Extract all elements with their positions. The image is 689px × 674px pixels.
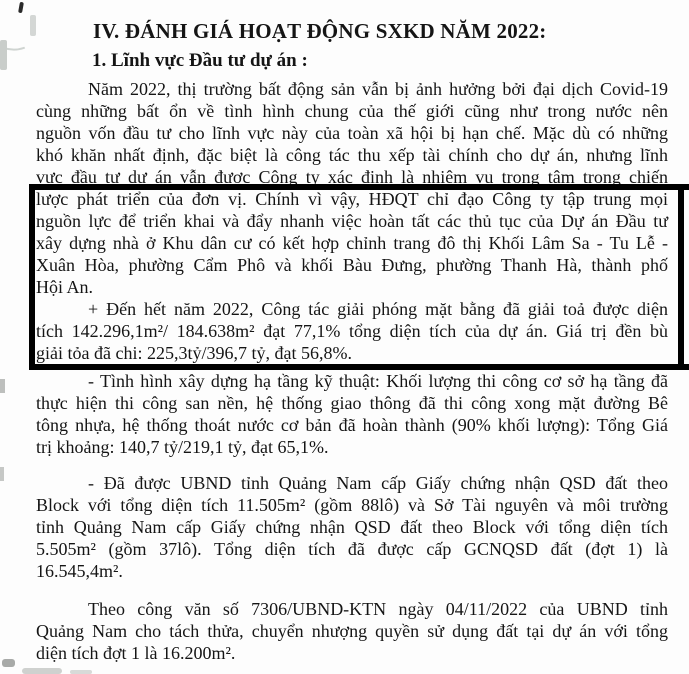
text-line: trị khoảng: 140,7 tỷ/219,1 tỷ, đạt 65,1%. xyxy=(36,437,329,457)
text-line: diện tích đợt 1 là 16.200m². xyxy=(36,643,236,663)
scan-artifact-blob xyxy=(0,379,5,393)
subsection-title: 1. Lĩnh vực Đầu tư dự án : xyxy=(92,50,308,71)
paragraph-land-use-certificates xyxy=(36,472,668,582)
body-text-column xyxy=(36,78,668,664)
text-line: nguồn lực để triển khai và đẩy nhanh việc hoàn tất các thủ tục của Dự án Đầu tư xyxy=(36,211,668,231)
text-line: giải tỏa đã chi: 225,3tỷ/396,7 tỷ, đạt 56,8%. xyxy=(36,343,352,363)
scan-artifact-smudge xyxy=(70,670,92,674)
text-line: thực hiện thi công san nền, hệ thống giao thông đã thi công xong mặt đường Bê xyxy=(36,393,668,413)
text-line: Xuân Hòa, phường Cẩm Phô và khối Bàu Đưng, phường Thanh Hà, thành phố xyxy=(36,255,668,275)
text-line: xây dựng nhà ở Khu dân cư có kết hợp chỉnh trang đô thị Khối Lâm Sa - Tu Lễ - xyxy=(36,233,668,253)
highlight-box-annotation xyxy=(29,184,684,370)
text-line: vực đầu tư dự án vẫn được Công ty xác định là nhiệm vụ trọng tâm trong chiến xyxy=(36,167,668,187)
text-line: Quảng Nam cho tách thửa, chuyển nhượng quyền sử dụng đất tại dự án với tổng xyxy=(36,621,668,641)
text-line: nguồn vốn đầu tư cho lĩnh vực này của toàn xã hội bị hạn chế. Mặc dù có những xyxy=(36,123,668,143)
text-line: - Tình hình xây dựng hạ tầng kỹ thuật: Khối lượng thi công cơ sở hạ tầng đã xyxy=(88,371,668,391)
highlight-box-edge-extension xyxy=(682,364,689,370)
text-line: + Đến hết năm 2022, Công tác giải phóng mặt bằng đã giải toả được diện xyxy=(88,299,668,319)
text-line: tích 142.296,1m²/ 184.638m² đạt 77,1% tổng diện tích của dự án. Giá trị đền bù xyxy=(36,321,668,341)
text-line: cùng những bất ổn về tình hình chung của thế giới cũng như trong nước nên xyxy=(36,101,668,121)
text-line: Theo công văn số 7306/UBND-KTN ngày 04/11/2022 của UBND tỉnh xyxy=(88,599,668,619)
text-line: Năm 2022, thị trường bất động sản vẫn bị ảnh hưởng bởi đại dịch Covid-19 xyxy=(88,79,668,99)
scan-artifact-smudge xyxy=(2,659,15,667)
text-line: - Đã được UBND tỉnh Quảng Nam cấp Giấy chứng nhận QSD đất theo xyxy=(88,473,668,493)
section-title: IV. ĐÁNH GIÁ HOẠT ĐỘNG SXKD NĂM 2022: xyxy=(93,19,547,43)
text-line: khó khăn nhất định, đặc biệt là công tác thu xếp tài chính cho dự án, nhưng lĩnh xyxy=(36,145,668,165)
paragraph-official-letter xyxy=(36,598,668,664)
text-line: tỉnh Quảng Nam cấp Giấy chứng nhận QSD đất theo Block với tổng diện tích xyxy=(36,517,668,537)
scan-artifact-smudge xyxy=(22,668,62,674)
text-line: Block với tổng diện tích 11.505m² (gồm 88lô) và Sở Tài nguyên và môi trường xyxy=(36,495,668,515)
paragraph-infrastructure-construction xyxy=(36,370,668,458)
text-line: 5.505m² (gồm 37lô). Tổng diện tích đã được cấp GCNQSD đất (đợt 1) là xyxy=(36,539,668,559)
text-line: 16.545,4m². xyxy=(36,561,123,581)
scan-artifact-blob xyxy=(30,15,36,36)
text-line: lược phát triển của đơn vị. Chính vì vậy, HĐQT chỉ đạo Công ty tập trung mọi xyxy=(36,189,668,209)
scan-artifact-blob xyxy=(0,467,4,481)
text-line: Hội An. xyxy=(36,277,94,297)
highlight-box-edge-extension xyxy=(682,184,689,190)
text-line: tông nhựa, hệ thống thoát nước cơ bản đã hoàn thành (90% khối lượng): Tổng Giá xyxy=(36,415,668,435)
scan-artifact-blob xyxy=(0,40,7,70)
